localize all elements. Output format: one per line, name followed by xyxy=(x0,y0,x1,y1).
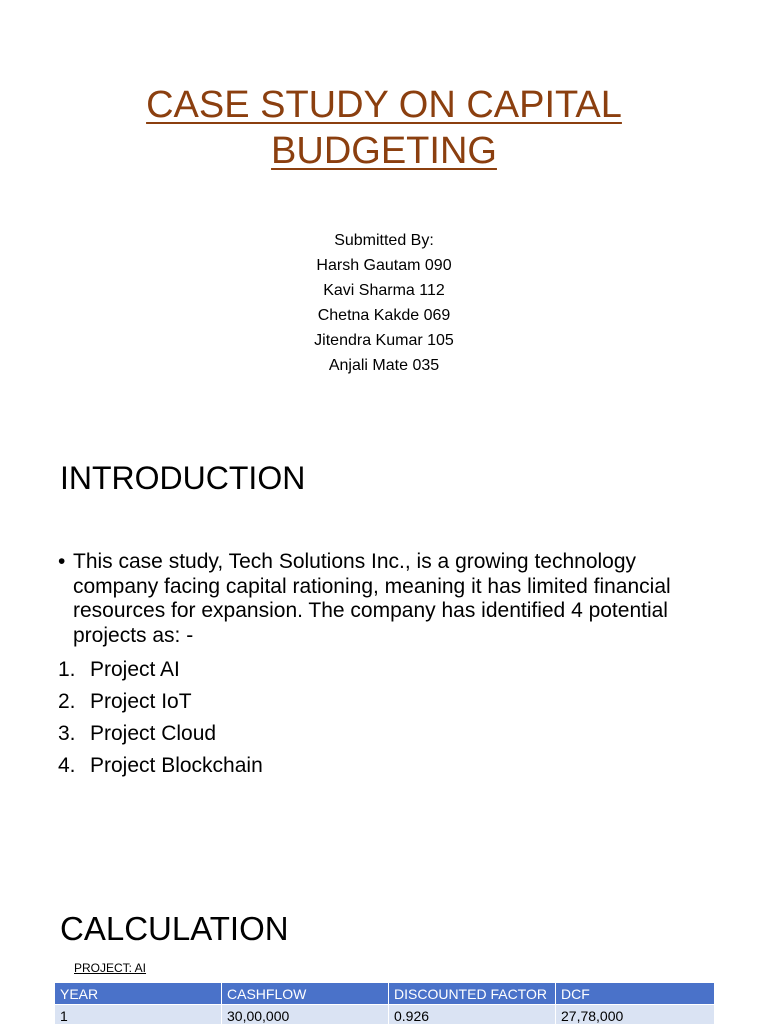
introduction-heading: INTRODUCTION xyxy=(60,460,306,496)
calculation-heading: CALCULATION xyxy=(60,910,289,947)
project-label: PROJECT: AI xyxy=(74,961,147,975)
member-name: Kavi Sharma 112 xyxy=(323,282,445,299)
member-name: Jitendra Kumar 105 xyxy=(314,332,454,349)
column-header-year: YEAR xyxy=(55,983,222,1005)
list-item xyxy=(58,750,718,782)
intro-bullet xyxy=(58,550,718,648)
list-number: 2. xyxy=(58,690,76,713)
table-cell: 30,00,000 xyxy=(222,1005,389,1024)
member-name: Anjali Mate 035 xyxy=(328,357,440,374)
page-title xyxy=(0,82,768,174)
list-item xyxy=(58,718,718,750)
table-cell: 1 xyxy=(55,1005,222,1024)
table-header-row xyxy=(55,983,715,1005)
list-item-label: Project AI xyxy=(90,658,180,681)
bullet-icon: • xyxy=(58,550,66,573)
list-item xyxy=(58,686,718,718)
submitted-by-label: Submitted By: xyxy=(334,232,434,249)
title-line-2: BUDGETING xyxy=(271,130,497,172)
intro-paragraph: This case study, Tech Solutions Inc., is a growing technology company facing capital rationing, meaning it has limited financial resources for expansion. The company has identified 4 potential projects as: - xyxy=(73,550,671,647)
table-cell: 0.926 xyxy=(389,1005,556,1024)
list-item xyxy=(58,654,718,686)
calculation-table xyxy=(54,982,715,1024)
table-row xyxy=(55,1005,715,1024)
list-item-label: Project Blockchain xyxy=(90,754,263,777)
list-number: 4. xyxy=(58,754,76,777)
column-header-cashflow: CASHFLOW xyxy=(222,983,389,1005)
table-cell: 27,78,000 xyxy=(556,1005,715,1024)
project-list xyxy=(58,654,718,782)
list-item-label: Project IoT xyxy=(90,690,192,713)
list-number: 1. xyxy=(58,658,76,681)
member-name: Harsh Gautam 090 xyxy=(316,257,452,274)
introduction-body xyxy=(58,550,718,782)
list-number: 3. xyxy=(58,722,76,745)
column-header-discounted-factor: DISCOUNTED FACTOR xyxy=(389,983,556,1005)
submitted-by-block xyxy=(0,228,768,378)
title-line-1: CASE STUDY ON CAPITAL xyxy=(146,84,622,126)
column-header-dcf: DCF xyxy=(556,983,715,1005)
list-item-label: Project Cloud xyxy=(90,722,217,745)
member-name: Chetna Kakde 069 xyxy=(317,307,451,324)
